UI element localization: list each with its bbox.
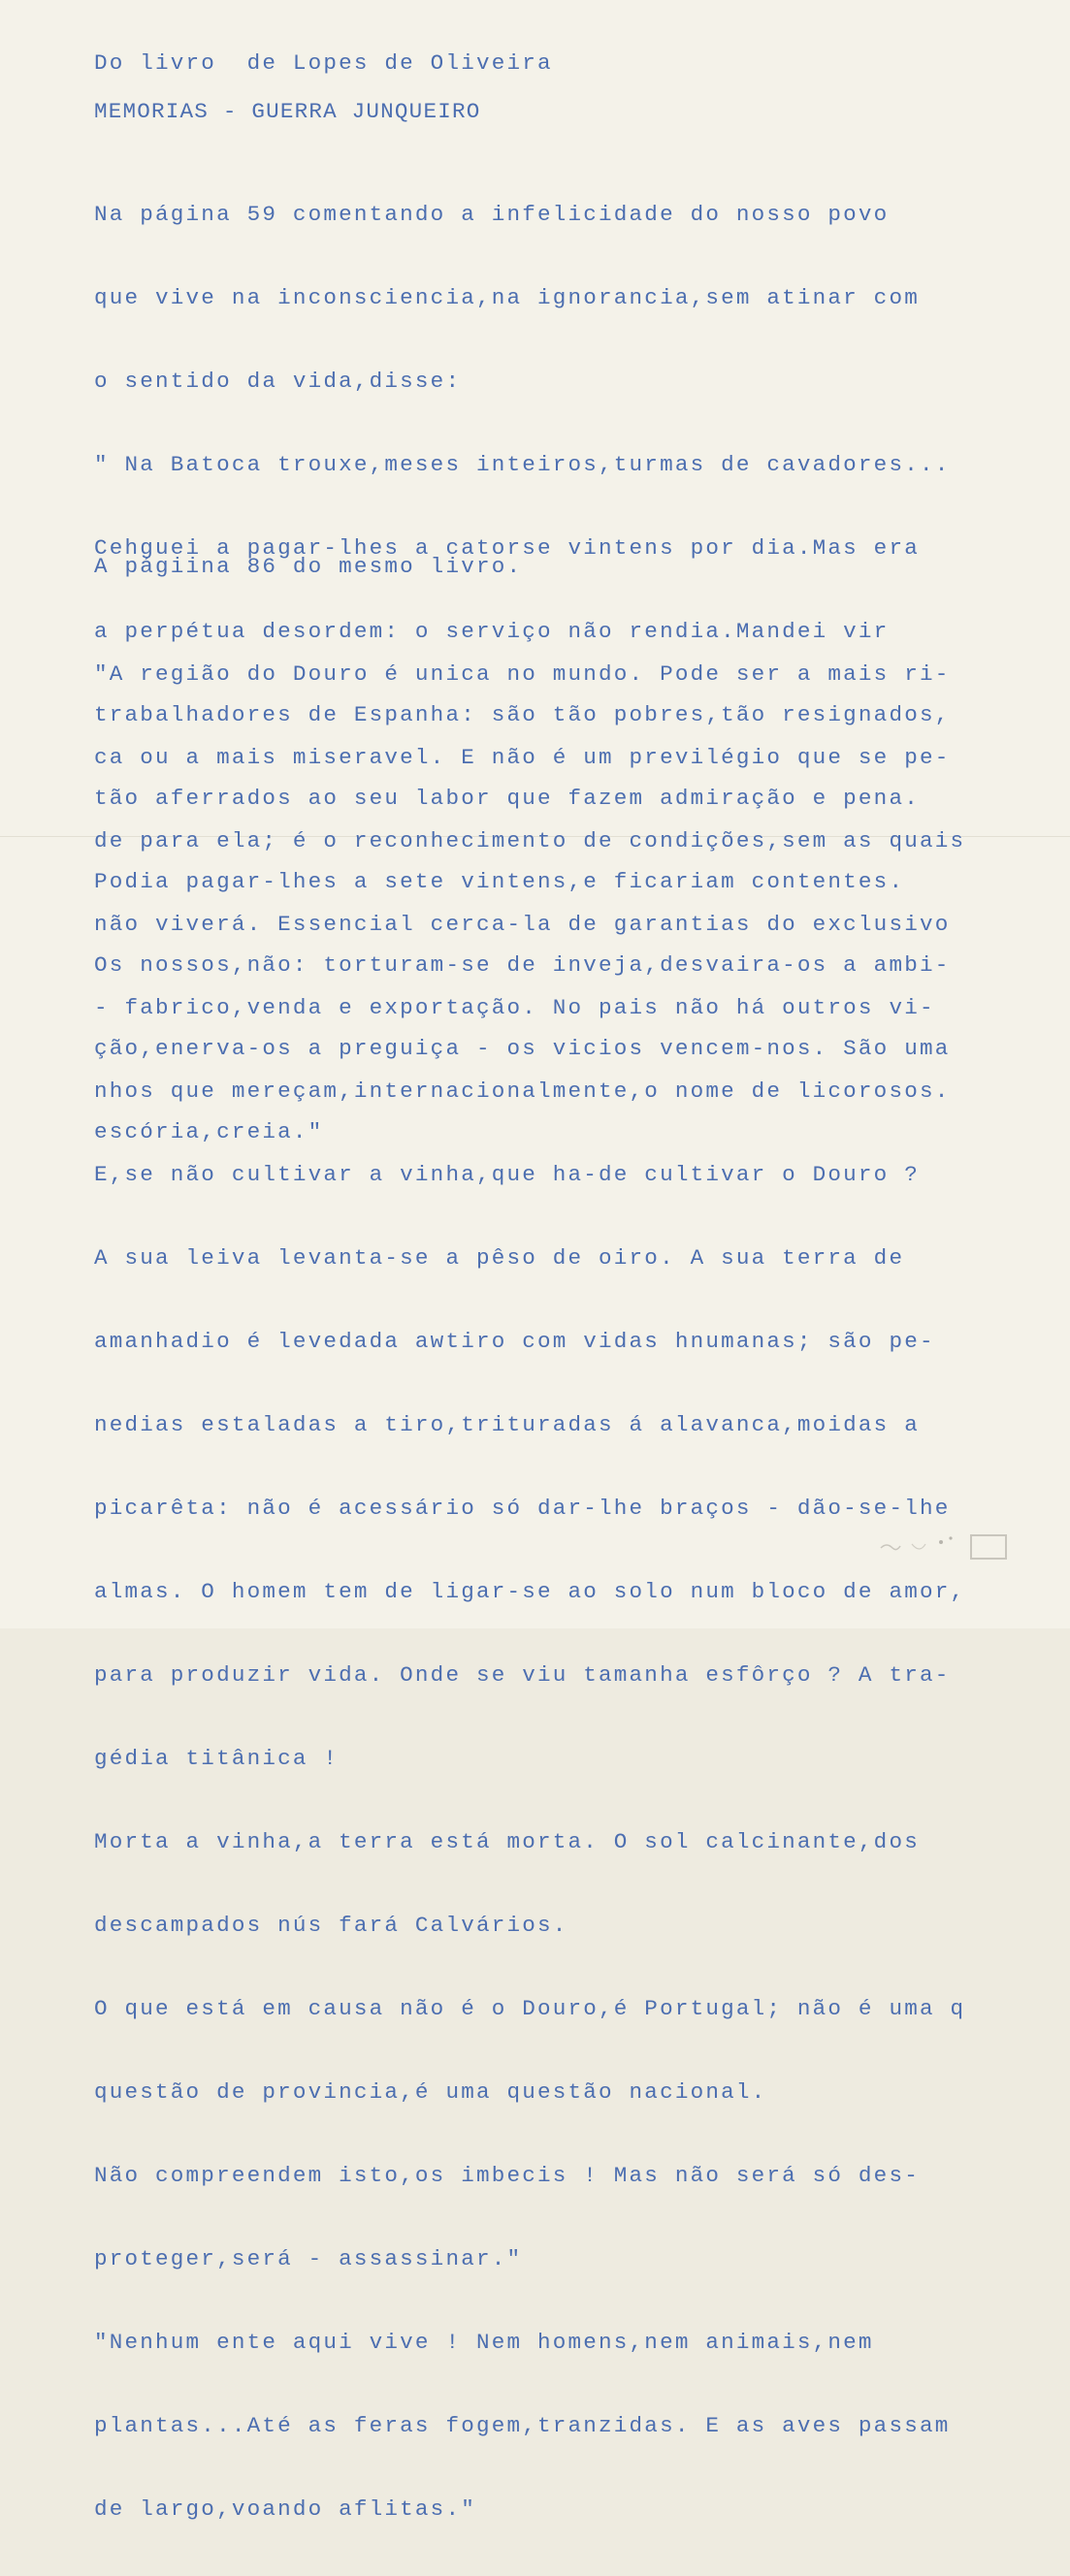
text-line: "Nenhum ente aqui vive ! Nem homens,nem animais,nem bbox=[94, 2330, 874, 2355]
document-heading: MEMORIAS - GUERRA JUNQUEIRO bbox=[94, 99, 481, 124]
text-line: descampados nús fará Calvários. bbox=[94, 1913, 568, 1938]
text-line: - fabrico,venda e exportação. No pais não há outros vi- bbox=[94, 995, 935, 1020]
text-line: de para ela; é o reconhecimento de condições,sem as quais bbox=[94, 828, 966, 853]
text-line: " Na Batoca trouxe,meses inteiros,turmas de cavadores... bbox=[94, 452, 951, 477]
text-line: nedias estaladas a tiro,trituradas á alavanca,moidas a bbox=[94, 1412, 920, 1437]
text-line: de largo,voando aflitas." bbox=[94, 2496, 476, 2522]
text-line: Na página 59 comentando a infelicidade do nosso povo bbox=[94, 202, 890, 227]
text-line: A sua leiva levanta-se a pêso de oiro. A sua terra de bbox=[94, 1245, 905, 1271]
text-line: questão de provincia,é uma questão nacional. bbox=[94, 2079, 767, 2105]
text-line: almas. O homem tem de ligar-se ao solo num bloco de amor, bbox=[94, 1579, 966, 1604]
paragraph-page-86-intro: A págiina 86 do mesmo livro. bbox=[94, 554, 523, 579]
text-line: plantas...Até as feras fogem,tranzidas. E as aves passam bbox=[94, 2413, 951, 2438]
archive-stamp-mark bbox=[970, 1534, 1007, 1560]
paragraph-douro-quote bbox=[94, 607, 965, 2576]
text-line: Morta a vinha,a terra está morta. O sol calcinante,dos bbox=[94, 1829, 920, 1854]
text-line: O que está em causa não é o Douro,é Portugal; não é uma q bbox=[94, 1996, 966, 2021]
text-line: não viverá. Essencial cerca-la de garantias do exclusivo bbox=[94, 912, 951, 937]
text-line: Não compreendem isto,os imbecis ! Mas não será só des- bbox=[94, 2163, 920, 2188]
text-line: para produzir vida. Onde se viu tamanha esfôrço ? A tra- bbox=[94, 1662, 951, 1688]
text-line: Podia pagar-lhes a sete vintens,e ficariam contentes. bbox=[94, 869, 905, 894]
text-line: tão aferrados ao seu labor que fazem admiração e pena. bbox=[94, 786, 920, 811]
text-line: Os nossos,não: torturam-se de inveja,desvaira-os a ambi- bbox=[94, 952, 951, 978]
text-line: picarêta: não é acessário só dar-lhe braços - dão-se-lhe bbox=[94, 1496, 951, 1521]
text-line: proteger,será - assassinar." bbox=[94, 2246, 523, 2271]
text-line: E,se não cultivar a vinha,que ha-de cultivar o Douro ? bbox=[94, 1162, 920, 1187]
source-line: Do livro de Lopes de Oliveira bbox=[94, 50, 553, 76]
text-line: que vive na inconsciencia,na ignorancia,sem atinar com bbox=[94, 285, 920, 310]
text-line: gédia titânica ! bbox=[94, 1746, 340, 1771]
text-line: trabalhadores de Espanha: são tão pobres,tão resignados, bbox=[94, 702, 951, 727]
text-line: Cehguei a pagar-lhes a catorse vintens por dia.Mas era bbox=[94, 535, 920, 561]
text-line: o sentido da vida,disse: bbox=[94, 369, 462, 394]
text-line: ca ou a mais miseravel. E não é um previlégio que se pe- bbox=[94, 745, 951, 770]
text-line: escória,creia." bbox=[94, 1119, 324, 1144]
text-line: a perpétua desordem: o serviço não rendia.Mandei vir bbox=[94, 619, 890, 644]
text-line: "A região do Douro é unica no mundo. Pode ser a mais ri- bbox=[94, 661, 951, 687]
text-line: ção,enerva-os a preguiça - os vicios vencem-nos. São uma bbox=[94, 1036, 951, 1061]
text-line: nhos que mereçam,internacionalmente,o nome de licorosos. bbox=[94, 1079, 951, 1104]
text-line: amanhadio é levedada awtiro com vidas hnumanas; são pe- bbox=[94, 1329, 935, 1354]
